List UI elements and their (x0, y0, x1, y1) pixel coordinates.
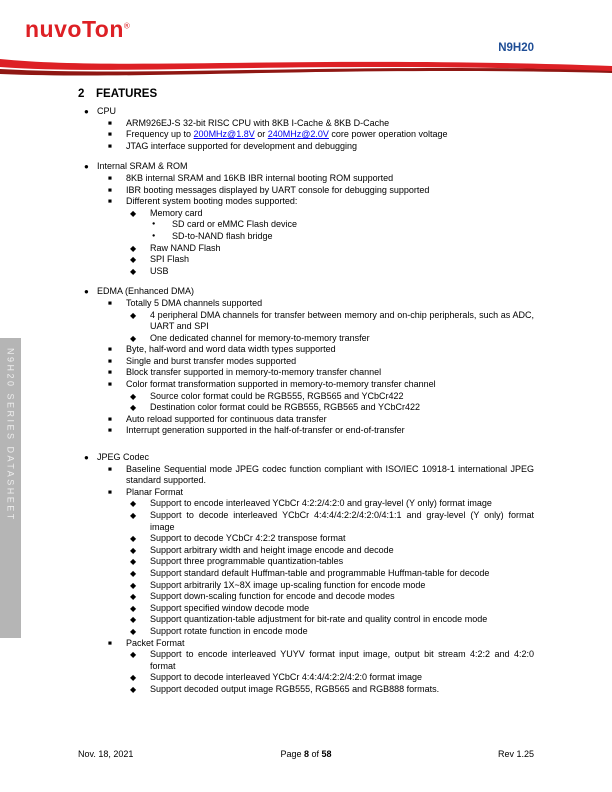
page-word: Page (280, 749, 304, 759)
bullet-icon: ◆ (130, 592, 137, 602)
bullet-icon: ■ (108, 174, 112, 182)
feature-text: Totally 5 DMA channels supported (126, 297, 263, 308)
bullet-icon: ■ (108, 142, 112, 150)
feature-item (78, 286, 534, 298)
bullet-icon: ◆ (130, 255, 137, 265)
bullet-icon: ◆ (130, 208, 137, 218)
bullet-icon: ◆ (130, 243, 137, 253)
feature-text: Support to encode interleaved YUYV format input image, output bit stream 4:2:2 and 4:2:0 format (150, 649, 534, 671)
feature-item (78, 614, 534, 626)
bullet-icon: ■ (108, 369, 112, 377)
feature-item (78, 487, 534, 499)
bullet-icon: ● (84, 453, 89, 463)
features-list (78, 97, 534, 696)
page-total: 58 (321, 749, 332, 759)
feature-item (78, 379, 534, 391)
feature-item (78, 333, 534, 345)
feature-text: One dedicated channel for memory-to-memory transfer (150, 332, 370, 343)
feature-text: 4 peripheral DMA channels for transfer between memory and on-chip peripherals, such as ADC, UART and SPI (150, 309, 534, 332)
section-number: 2 (78, 88, 85, 100)
feature-item (78, 344, 534, 356)
bullet-icon: ■ (108, 198, 112, 206)
bullet-icon: ◆ (130, 534, 137, 544)
doc-title: N9H20 (498, 42, 534, 54)
feature-item (78, 254, 534, 266)
bullet-icon: ◆ (130, 557, 137, 567)
logo-text: nuvoTon (25, 16, 124, 42)
bullet-icon: ■ (108, 427, 112, 435)
feature-text: Color format transformation supported in memory-to-memory transfer channel (126, 379, 436, 390)
feature-item (78, 118, 534, 130)
feature-text: Support specified window decode mode (150, 602, 310, 613)
feature-item (78, 533, 534, 545)
feature-item (78, 367, 534, 379)
feature-item (78, 356, 534, 368)
feature-item (78, 219, 534, 231)
feature-text: Support rotate function in encode mode (150, 625, 308, 636)
feature-text: SD card or eMMC Flash device (172, 219, 298, 230)
red-swoosh-graphic (0, 57, 612, 79)
feature-item (78, 402, 534, 414)
feature-text: Block transfer supported in memory-to-memory transfer channel (126, 367, 382, 378)
feature-text: EDMA (Enhanced DMA) (97, 286, 195, 297)
bullet-icon: ■ (108, 488, 112, 496)
bullet-icon: ■ (108, 639, 112, 647)
of-word: of (309, 749, 322, 759)
feature-text: Support decoded output image RGB555, RGB565 and RGB888 formats. (150, 683, 440, 694)
bullet-icon: ◆ (130, 615, 137, 625)
feature-text: Planar Format (126, 486, 184, 497)
feature-item (78, 464, 534, 487)
bullet-icon: ◆ (130, 499, 137, 509)
feature-item (78, 498, 534, 510)
feature-item (78, 231, 534, 243)
feature-text: IBR booting messages displayed by UART console for debugging supported (126, 184, 430, 195)
feature-item (78, 106, 534, 118)
bullet-icon: ◆ (130, 266, 137, 276)
text-part: core power operation voltage (328, 129, 448, 140)
feature-text: Raw NAND Flash (150, 242, 221, 253)
feature-text: Support to decode YCbCr 4:2:2 transpose format (150, 533, 346, 544)
feature-text: Source color format could be RGB555, RGB565 and YCbCr422 (150, 390, 404, 401)
bullet-icon: ◆ (130, 310, 137, 320)
bullet-icon: ■ (108, 465, 112, 473)
nuvoton-logo (25, 16, 130, 43)
bullet-icon: ◆ (130, 603, 137, 613)
feature-item (78, 672, 534, 684)
sidebar-label: N9H20 SERIES DATASHEET (5, 348, 16, 522)
bullet-icon: ● (84, 162, 89, 172)
bullet-icon: ◆ (130, 391, 137, 401)
feature-item (78, 626, 534, 638)
bullet-icon: ◆ (130, 333, 137, 343)
feature-text: Support three programmable quantization-tables (150, 556, 344, 567)
footer (78, 749, 534, 763)
text-part: or (254, 129, 268, 140)
feature-item (78, 591, 534, 603)
feature-item (78, 425, 534, 437)
feature-text: Byte, half-word and word data width types supported (126, 344, 336, 355)
feature-text: Baseline Sequential mode JPEG codec function compliant with ISO/IEC 10918-1 international JPEG standard supported. (126, 463, 534, 486)
bullet-icon: ◆ (130, 650, 137, 660)
bullet-icon: ■ (108, 131, 112, 139)
bullet-icon: ● (152, 232, 156, 239)
feature-item (78, 684, 534, 696)
feature-text: Support to decode interleaved YCbCr 4:4:4/4:2:2/4:2:0/4:1:1 and gray-level (Y only) format image (150, 510, 534, 532)
feature-item (78, 414, 534, 426)
feature-item (78, 580, 534, 592)
sidebar-strip (0, 338, 21, 638)
frequency-link[interactable]: 240MHz@2.0V (267, 129, 329, 140)
registered-trademark-icon: ® (123, 21, 131, 31)
bullet-icon: ◆ (130, 403, 137, 413)
feature-item (78, 208, 534, 220)
feature-text: Support to decode interleaved YCbCr 4:4:4/4:2:2/4:2:0 format image (150, 672, 422, 683)
feature-item (78, 556, 534, 568)
feature-text: CPU (97, 106, 117, 116)
bullet-icon: ■ (108, 415, 112, 423)
feature-item (78, 298, 534, 310)
bullet-icon: ■ (108, 357, 112, 365)
feature-item (78, 649, 534, 672)
bullet-icon: ■ (108, 186, 112, 194)
text-part: Frequency up to (126, 129, 194, 140)
bullet-icon: ◆ (130, 626, 137, 636)
bullet-icon: ■ (108, 299, 112, 307)
feature-text: 8KB internal SRAM and 16KB IBR internal booting ROM supported (126, 172, 394, 183)
feature-item (78, 545, 534, 557)
feature-item (78, 638, 534, 650)
feature-text: Auto reload supported for continuous data transfer (126, 413, 327, 424)
feature-item (78, 129, 534, 141)
bullet-icon: ◆ (130, 673, 137, 683)
footer-revision: Rev 1.25 (497, 749, 534, 759)
frequency-link[interactable]: 200MHz@1.8V (193, 129, 255, 140)
bullet-icon: ■ (108, 119, 112, 127)
footer-date: Nov. 18, 2021 (78, 749, 134, 759)
feature-item (78, 173, 534, 185)
feature-text: SD-to-NAND flash bridge (172, 230, 273, 241)
feature-text: Interrupt generation supported in the half-of-transfer or end-of-transfer (126, 425, 405, 436)
feature-text: JTAG interface supported for development and debugging (126, 140, 357, 151)
feature-text: Internal SRAM & ROM (97, 161, 188, 172)
feature-text: Destination color format could be RGB555, RGB565 and YCbCr422 (150, 402, 420, 413)
feature-text: Support quantization-table adjustment for bit-rate and quality control in encode mode (150, 614, 488, 625)
page-current: 8 (303, 749, 309, 759)
feature-item (78, 141, 534, 153)
section-title: FEATURES (96, 88, 158, 100)
bullet-icon: ● (84, 107, 89, 116)
feature-item (78, 452, 534, 464)
bullet-icon: ◆ (130, 684, 137, 694)
feature-text: ARM926EJ-S 32-bit RISC CPU with 8KB I-Cache & 8KB D-Cache (126, 117, 390, 128)
feature-text: Packet Format (126, 637, 185, 648)
feature-text: Support down-scaling function for encode and decode modes (150, 591, 395, 602)
footer-page-indicator (78, 749, 534, 759)
feature-item (78, 266, 534, 278)
feature-text: Support arbitrary width and height image encode and decode (150, 544, 394, 555)
feature-text: Support arbitrarily 1X~8X image up-scaling function for encode mode (150, 579, 426, 590)
feature-item (78, 243, 534, 255)
feature-item (78, 185, 534, 197)
feature-item (78, 510, 534, 533)
bullet-icon: ◆ (130, 511, 137, 520)
bullet-icon: ● (84, 287, 89, 297)
feature-text: SPI Flash (150, 254, 190, 265)
bullet-icon: ◆ (130, 568, 137, 578)
feature-text: Different system booting modes supported: (126, 196, 298, 207)
feature-text (126, 129, 447, 139)
feature-text: JPEG Codec (97, 452, 150, 463)
feature-text: Support to encode interleaved YCbCr 4:2:2/4:2:0 and gray-level (Y only) format image (150, 498, 492, 509)
bullet-icon: ◆ (130, 545, 137, 555)
bullet-icon: ● (152, 221, 156, 228)
feature-item (78, 568, 534, 580)
bullet-icon: ◆ (130, 580, 137, 590)
feature-item (78, 310, 534, 333)
bullet-icon: ■ (108, 346, 112, 354)
feature-text: Support standard default Huffman-table and programmable Huffman-table for decode (150, 567, 490, 578)
feature-item (78, 603, 534, 615)
feature-item (78, 391, 534, 403)
feature-item (78, 161, 534, 173)
bullet-icon: ■ (108, 381, 112, 389)
feature-text: USB (150, 265, 169, 276)
feature-text: Memory card (150, 207, 203, 218)
feature-text: Single and burst transfer modes supported (126, 355, 297, 366)
feature-item (78, 196, 534, 208)
